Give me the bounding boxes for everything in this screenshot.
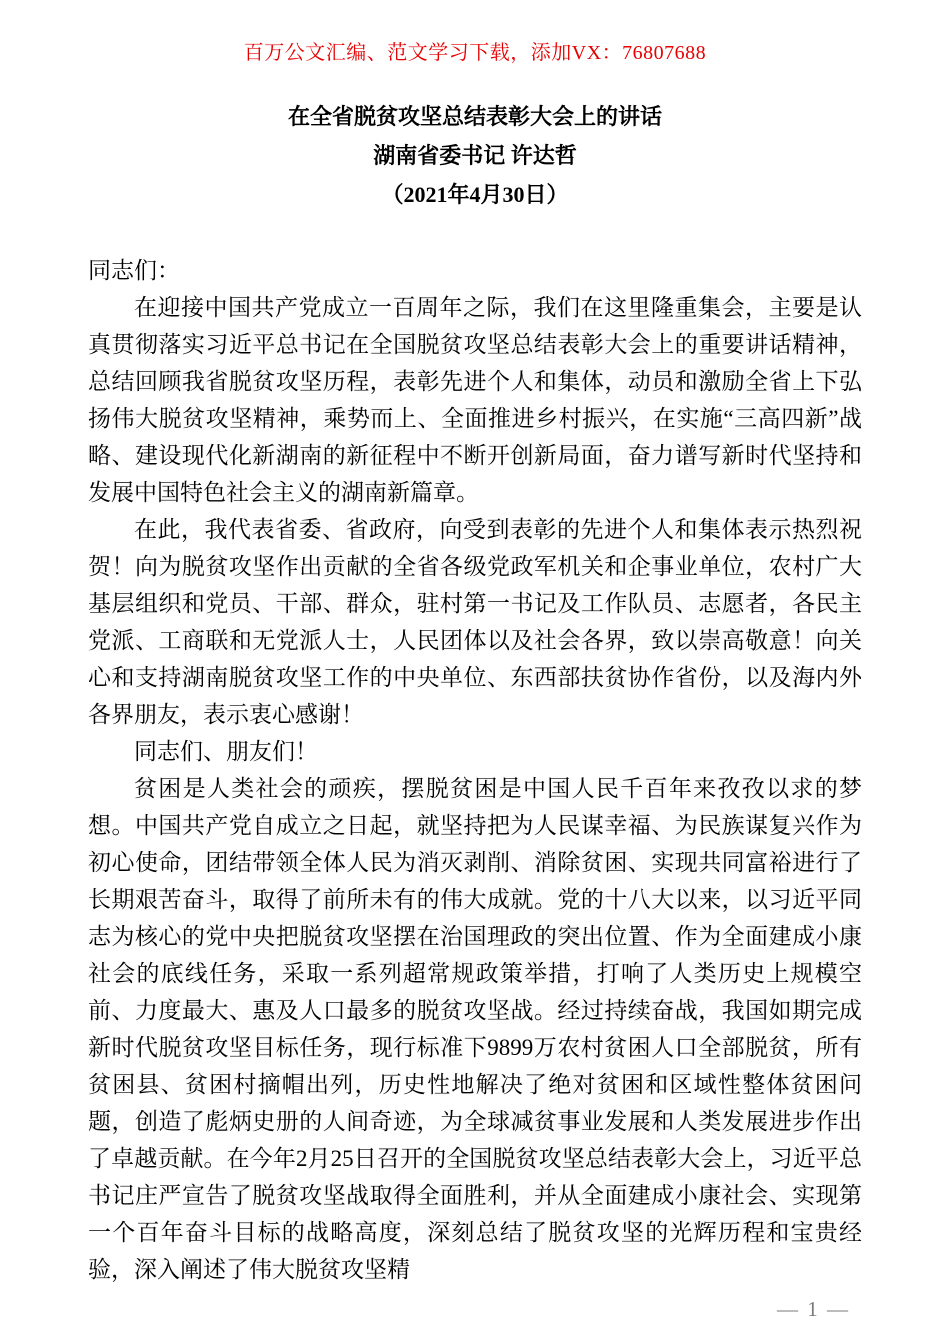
date-line: （2021年4月30日） (381, 182, 569, 207)
salutation-paragraph: 同志们： (88, 258, 180, 283)
document-title: 在全省脱贫攻坚总结表彰大会上的讲话 (287, 104, 662, 129)
page-number: — 1 — (777, 1297, 850, 1321)
author-line: 湖南省委书记 许达哲 (373, 143, 577, 168)
document-body (88, 252, 862, 1288)
salutation-paragraph: 同志们、朋友们！ (134, 739, 318, 764)
body-paragraph: 贫困是人类社会的顽疾，摆脱贫困是中国人民千百年来孜孜以求的梦想。中国共产党自成立之日起，就坚持把为人民谋幸福、为民族谋复兴作为初心使命，团结带领全体人民为消灭剥削、消除贫困、实现共同富裕进行了长期艰苦奋斗，取得了前所未有的伟大成就。党的十八大以来，以习近平同志为核心的党中央把脱贫攻坚摆在治国理政的突出位置、作为全面建成小康社会的底线任务，采取一系列超常规政策举措，打响了人类历史上规模空前、力度最大、惠及人口最多的脱贫攻坚战。经过持续奋战，我国如期完成新时代脱贫攻坚目标任务，现行标准下9899万农村贫困人口全部脱贫，所有贫困县、贫困村摘帽出列，历史性地解决了绝对贫困和区域性整体贫困问题，创造了彪炳史册的人间奇迹，为全球减贫事业发展和人类发展进步作出了卓越贡献。在今年2月25日召开的全国脱贫攻坚总结表彰大会上，习近平总书记庄严宣告了脱贫攻坚战取得全面胜利，并从全面建成小康社会、实现第一个百年奋斗目标的战略高度，深刻总结了脱贫攻坚的光辉历程和宝贵经验，深入阐述了伟大脱贫攻坚精 (88, 776, 862, 1282)
header-notice: 百万公文汇编、范文学习下载，添加VX：76807688 (243, 42, 707, 64)
body-paragraph: 在迎接中国共产党成立一百周年之际，我们在这里隆重集会，主要是认真贯彻落实习近平总书记在全国脱贫攻坚总结表彰大会上的重要讲话精神，总结回顾我省脱贫攻坚历程，表彰先进个人和集体，动员和激励全省上下弘扬伟大脱贫攻坚精神，乘势而上、全面推进乡村振兴，在实施“三高四新”战略、建设现代化新湖南的新征程中不断开创新局面，奋力谱写新时代坚持和发展中国特色社会主义的湖南新篇章。 (88, 295, 862, 505)
body-paragraph: 在此，我代表省委、省政府，向受到表彰的先进个人和集体表示热烈祝贺！向为脱贫攻坚作出贡献的全省各级党政军机关和企事业单位，农村广大基层组织和党员、干部、群众，驻村第一书记及工作队员、志愿者，各民主党派、工商联和无党派人士，人民团体以及社会各界，致以崇高敬意！向关心和支持湖南脱贫攻坚工作的中央单位、东西部扶贫协作省份，以及海内外各界朋友，表示衷心感谢！ (88, 517, 862, 727)
